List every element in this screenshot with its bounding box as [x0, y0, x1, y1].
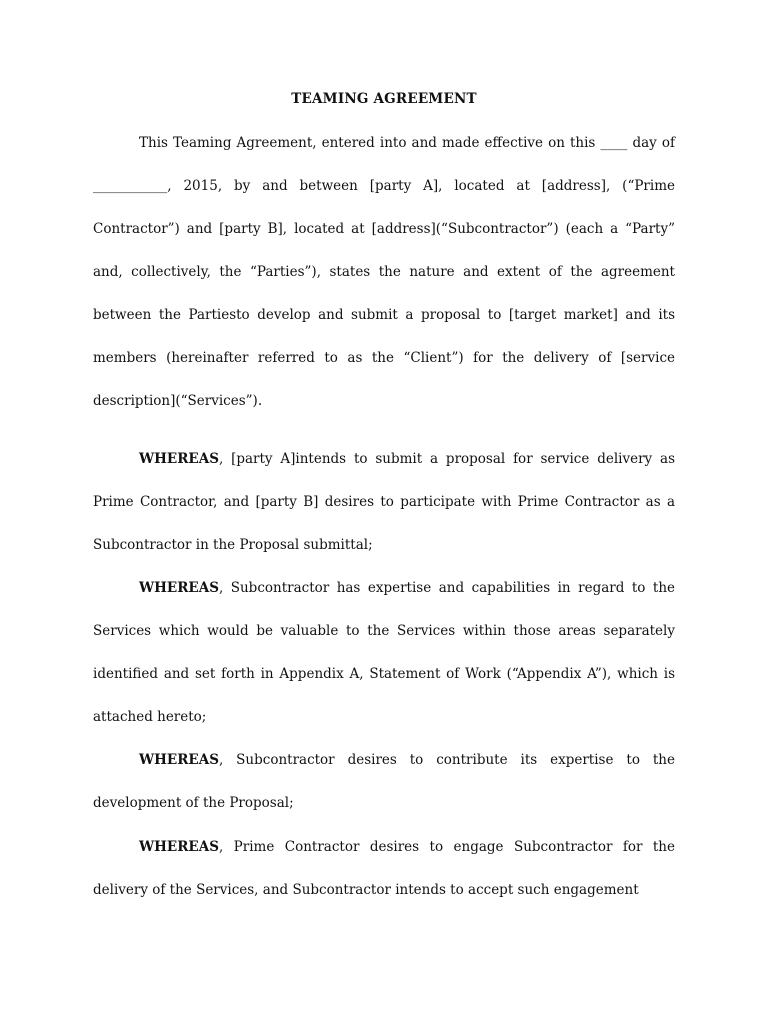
paragraph-text: , Subcontractor desires to contribute its expertise to the development of the Proposal; [93, 752, 675, 811]
whereas-paragraph-3 [93, 739, 675, 825]
paragraph-text: This Teaming Agreement, entered into and made effective on this ____ day of ___________, 2015, by and between [party A], located at [address], (“Prime Contractor”) and [party B], located at [address](“Subcontractor”) (each a “Party” and, collectively, the “Parties”), states the nature and extent of the agreement between the Partiesto develop and submit a proposal to [target market] and its members (hereinafter referred to as the “Client”) for the delivery of [service description](“Services”). [93, 135, 675, 409]
whereas-paragraph-4 [93, 826, 675, 912]
whereas-lead: WHEREAS [139, 752, 219, 768]
whereas-paragraph-1 [93, 438, 675, 567]
paragraph-text: , Subcontractor has expertise and capabilities in regard to the Services which would be valuable to the Services within those areas separately identified and set forth in Appendix A, Statement of Work (“Appendix A”), which is attached hereto; [93, 580, 675, 725]
whereas-paragraph-2 [93, 567, 675, 739]
whereas-lead: WHEREAS [139, 580, 219, 596]
whereas-lead: WHEREAS [139, 839, 219, 855]
paragraph-text: , [party A]intends to submit a proposal for service delivery as Prime Contractor, and [party B] desires to participate with Prime Contractor as a Subcontractor in the Proposal submittal; [93, 451, 675, 553]
document-title: TEAMING AGREEMENT [291, 91, 477, 107]
intro-paragraph [93, 122, 675, 423]
whereas-lead: WHEREAS [139, 451, 219, 467]
paragraph-text: , Prime Contractor desires to engage Subcontractor for the delivery of the Services, and Subcontractor intends to accept such engagement [93, 839, 675, 898]
